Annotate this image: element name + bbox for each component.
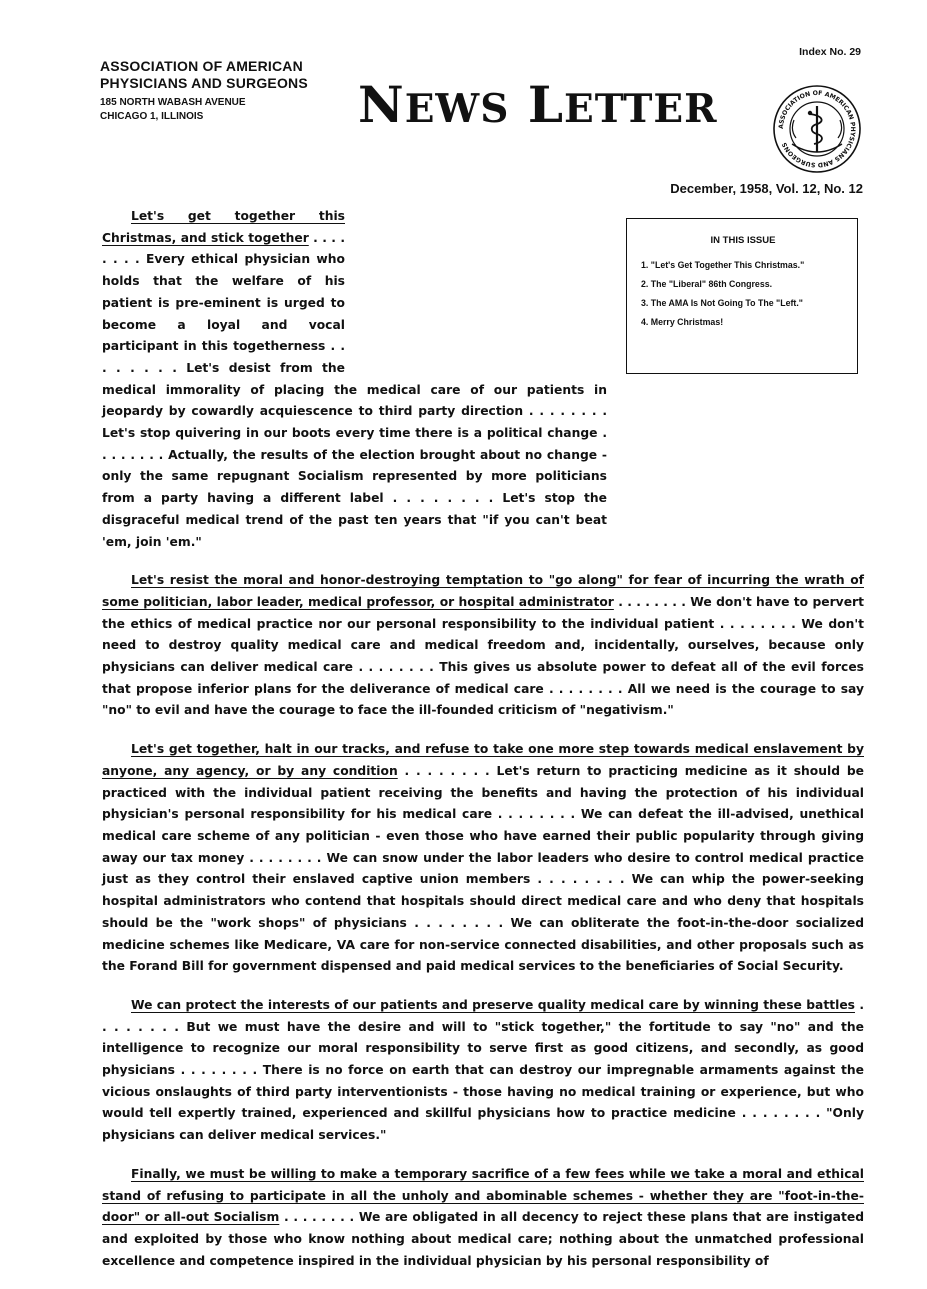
paragraph-text: . . . . . . . . Every ethical physician who holds that the welfare of his patient is pre-eminent is urged to become a loyal and vocal participant in this togetherness . . . . . . . . Let's desist from the medical immorality of placing the medical care of our patients in jeopardy by cowardly acquiescence to third party direction . . . . . . . . Let's stop quivering in our boots every time there is a political change . . . . . . . . Actually, the results of the election brought about no change - only the same repugnant Socialism represented by more politicians from a party having a different label . . . . . . . . Let's stop the disgraceful medical trend of the past ten years that "if you can't beat 'em, join 'em." [102, 230, 607, 549]
paragraph-2 [102, 570, 864, 722]
seal-ring-text: ASSOCIATION OF AMERICAN PHYSICIANS AND SURGEONS [777, 89, 857, 169]
issue-date: December, 1958, Vol. 12, No. 12 [670, 181, 863, 196]
masthead-title [358, 75, 718, 134]
paragraph-3 [102, 739, 864, 978]
paragraph-lead: Finally, we must be willing to make a temporary sacrifice of a few fees while we take a moral and ethical stand of refusing to participate in all the unholy and abominable schemes - whether they are "foot-in-the-door" or all-out Socialism [102, 1166, 864, 1225]
in-this-issue-title: IN THIS ISSUE [710, 235, 776, 246]
paragraph-1 [102, 206, 607, 553]
paragraph-lead: Let's get together this Christmas, and stick together [102, 209, 345, 245]
org-name-line-1: ASSOCIATION OF AMERICAN [100, 58, 303, 74]
issue-item: 2. The "Liberal" 86th Congress. [641, 278, 773, 289]
address-line-2: CHICAGO 1, ILLINOIS [100, 111, 204, 123]
paragraph-text: . . . . . . . . We are obligated in all decency to reject these plans that are instigated and exploited by those who know nothing about medical care; nothing about the unmatched professional excellence and competence inspired in the individual physician by his personal responsibility of [102, 1210, 864, 1268]
paragraph-text: . . . . . . . . We don't have to pervert the ethics of medical practice nor our personal responsibility to the individual patient . . . . . . . . We don't need to destroy quality medical care and medical freedom and, incidentally, ourselves, because only physicians can deliver medical care . . . . . . . . This gives us absolute power to defeat all of the evil forces that propose inferior plans for the deliverance of medical care . . . . . . . . All we need is the courage to say "no" to evil and have the courage to face the ill-founded criticism of "negativism." [102, 594, 864, 718]
org-name-line-2: PHYSICIANS AND SURGEONS [100, 74, 308, 91]
masthead-n: N [358, 75, 405, 134]
association-header [100, 58, 308, 125]
paragraph-lead: Let's resist the moral and honor-destroying temptation to "go along" for fear of incurring the wrath of some politician, labor leader, medical professor, or hospital administrator [102, 573, 864, 609]
paragraph-lead: We can protect the interests of our patients and preserve quality medical care by winning these battles [131, 997, 855, 1012]
paragraph-text: . . . . . . . . But we must have the desire and will to "stick together," the fortitude to say "no" and the intelligence to recognize our moral responsibility to serve first as good citizens, and secondly, as good physicians . . . . . . . . There is no force on earth that can destroy our impregnable armaments against the vicious onslaughts of third party interventionists - those having no medical training or experience, but who would tell expertly trained, experienced and skillful physicians how to practice medicine . . . . . . . . "Only physicians can deliver medical services." [102, 997, 865, 1143]
masthead-l: L [527, 75, 564, 134]
issue-item: 3. The AMA Is Not Going To The "Left." [641, 297, 803, 308]
masthead-etter: ETTER [563, 86, 718, 132]
paragraph-5 [102, 1164, 864, 1273]
masthead-ews: EWS [404, 86, 510, 132]
issue-item: 1. "Let's Get Together This Christmas." [641, 260, 805, 270]
association-seal-icon [772, 84, 862, 174]
paragraph-text: . . . . . . . . Let's return to practicing medicine as it should be practiced with the individual patient receiving the benefits and having the protection of his individual physician's personal responsibility for his medical care . . . . . . . . We can defeat the ill-advised, unethical medical care scheme of any politician - even those who have earned their public popularity through giving away our tax money . . . . . . . . We can snow under the labor leaders who desire to control medical practice just as they control their enslaved captive union members . . . . . . . . We can whip the power-seeking hospital administrators who contend that hospitals should direct medical care and who deny that hospitals should be the "work shops" of physicians . . . . . . . . We can obliterate the foot-in-the-door socialized medicine schemes like Medicare, VA care for non-service connected disabilities, and other proposals such as the Forand Bill for government dispensed and paid medical services to the beneficiaries of Social Security. [102, 763, 864, 974]
issue-item: 4. Merry Christmas! [641, 316, 724, 327]
address-line-1: 185 NORTH WABASH AVENUE [100, 96, 246, 108]
index-number: Index No. 29 [799, 46, 861, 58]
paragraph-4 [102, 995, 864, 1147]
paragraph-lead: Let's get together, halt in our tracks, and refuse to take one more step towards medical enslavement by anyone, any agency, or by any condition [102, 742, 864, 778]
article-body [102, 206, 864, 1289]
